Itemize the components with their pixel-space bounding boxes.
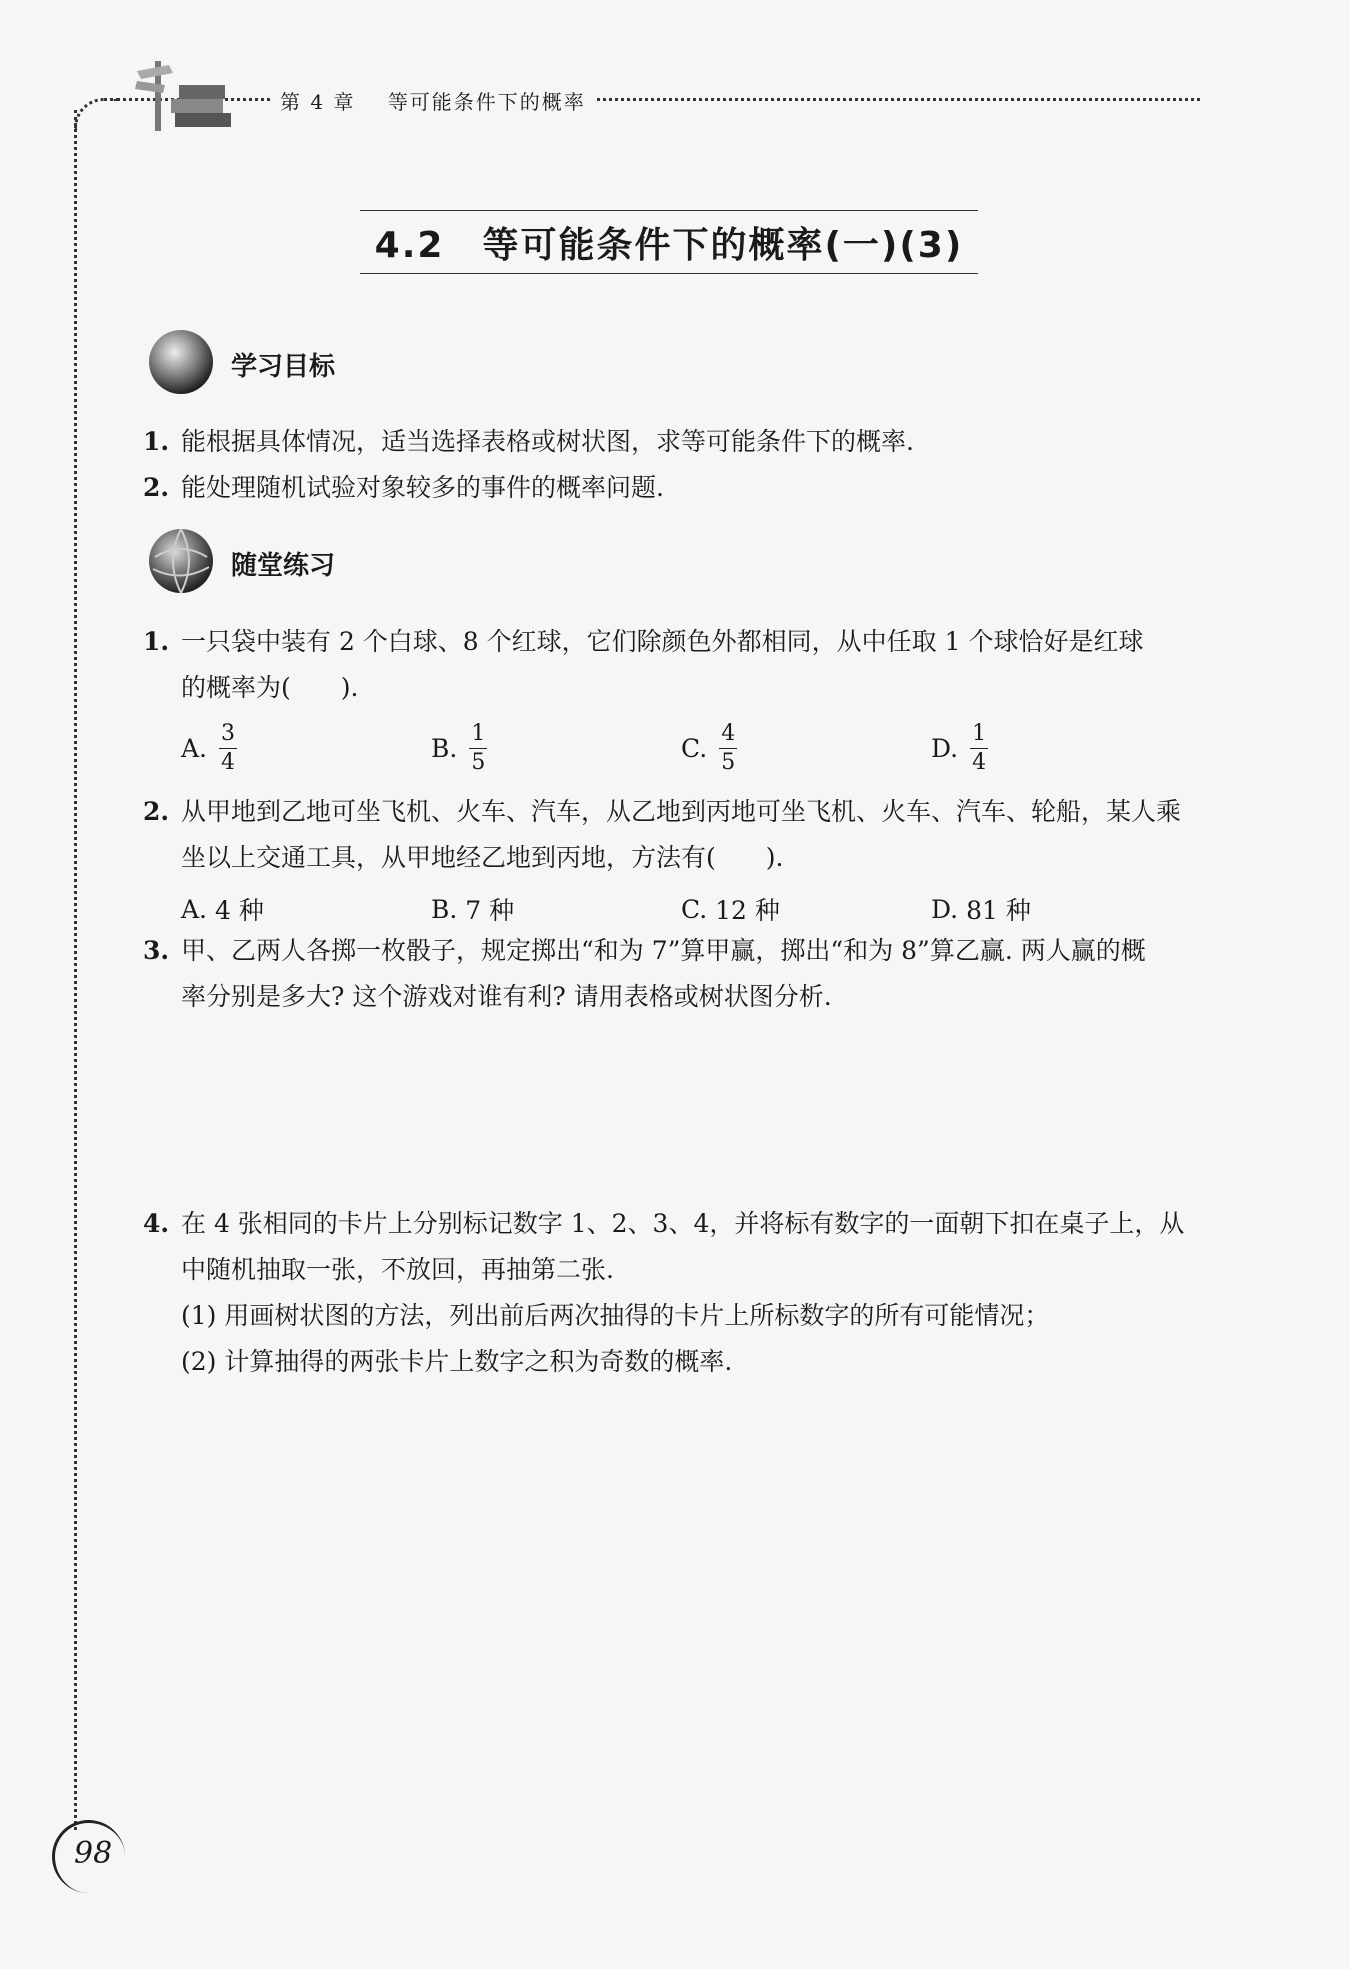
border-corner (74, 98, 117, 131)
question-4-part-1: (1) 用画树状图的方法，列出前后两次抽得的卡片上所标数字的所有可能情况； (181, 1301, 1050, 1330)
page-number-badge (52, 1820, 122, 1890)
option-c: C. $\frac{4}{5}$ (681, 721, 736, 775)
globe-icon (145, 527, 217, 599)
question-2: 2. 从甲地到乙地可坐飞机、火车、汽车，从乙地到丙地可坐飞机、火车、汽车、轮船，某人乘 坐以上交通工具，从甲地经乙地到丙地，方法有( ). (143, 797, 1182, 872)
practice-section-header (145, 527, 335, 599)
question-2-options (181, 891, 1181, 927)
option-a: A. $\frac{3}{4}$ (181, 721, 236, 775)
sphere-icon (145, 328, 217, 400)
page-number: 98 (74, 1836, 113, 1871)
chapter-title: 等可能条件下的概率 (387, 90, 586, 114)
left-dotted-border (74, 110, 77, 1830)
lesson-title-box (360, 210, 978, 274)
goals-section-header (145, 328, 335, 400)
option-a: A. 4 种 (181, 894, 264, 925)
fraction: $\frac{3}{4}$ (221, 721, 236, 775)
books-signpost-icon (135, 55, 240, 145)
option-b: B. $\frac{1}{5}$ (431, 721, 486, 775)
option-d: D. $\frac{1}{4}$ (931, 721, 987, 775)
practice-label: 随堂练习 (231, 550, 336, 581)
question-1: 1. 一只袋中装有 2 个白球、8 个红球，它们除颜色外都相同，从中任取 1 个球恰好是红球 的概率为( ). (143, 627, 1144, 702)
fraction: $\frac{4}{5}$ (721, 721, 736, 775)
question-3: 3. 甲、乙两人各掷一枚骰子，规定掷出“和为 7”算甲赢，掷出“和为 8”算乙赢. 两人赢的概 率分别是多大? 这个游戏对谁有利? 请用表格或树状图分析. (143, 936, 1146, 1011)
goals-label: 学习目标 (231, 351, 336, 382)
fraction: $\frac{1}{4}$ (972, 721, 987, 775)
running-header (272, 86, 594, 115)
lesson-title: 4.2 等可能条件下的概率(一)(3) (374, 225, 964, 266)
fraction: $\frac{1}{5}$ (471, 721, 486, 775)
option-d: D. 81 种 (931, 894, 1031, 925)
question-4-part-2: (2) 计算抽得的两张卡片上数字之积为奇数的概率. (181, 1347, 733, 1376)
question-1-options (181, 722, 1181, 775)
goal-item-1: 1. 能根据具体情况，适当选择表格或树状图，求等可能条件下的概率. (143, 427, 914, 456)
option-c: C. 12 种 (681, 894, 780, 925)
option-b: B. 7 种 (431, 894, 515, 925)
question-4: 4. 在 4 张相同的卡片上分别标记数字 1、2、3、4，并将标有数字的一面朝下扣在桌子上，从 中随机抽取一张，不放回，再抽第二张. (143, 1209, 1185, 1284)
chapter-number: 第 4 章 (280, 90, 356, 114)
goal-item-2: 2. 能处理随机试验对象较多的事件的概率问题. (143, 473, 664, 502)
